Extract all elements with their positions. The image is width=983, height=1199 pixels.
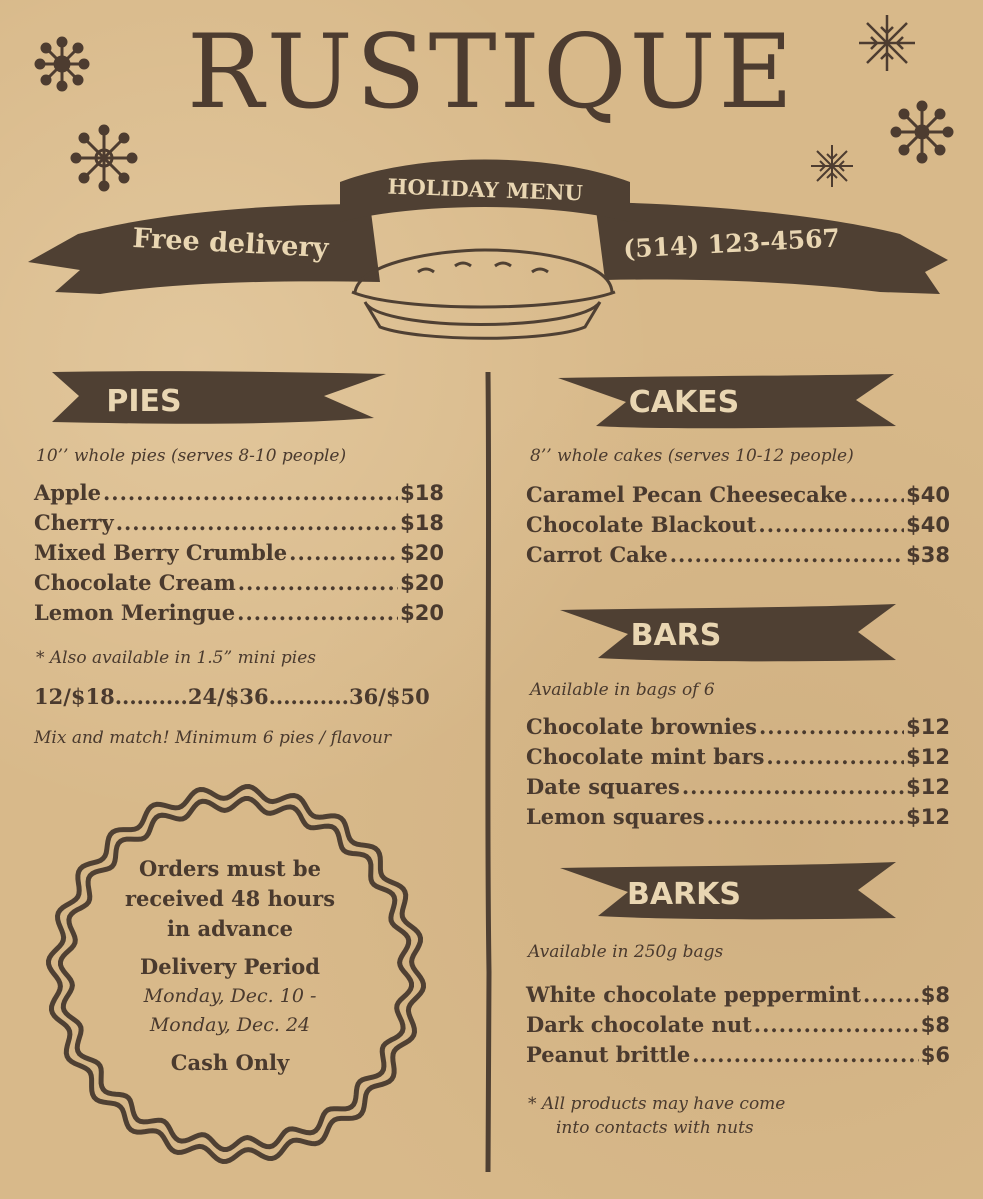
barks-menu-item — [526, 1040, 950, 1070]
item-price: $38 — [906, 543, 950, 567]
holiday-banner — [20, 142, 960, 352]
delivery-start: Monday, Dec. 10 - — [143, 985, 317, 1007]
bars-menu-item — [526, 742, 950, 772]
item-name: Carrot Cake — [526, 542, 668, 567]
bars-list — [526, 712, 950, 832]
pies-menu-item — [34, 538, 444, 568]
barks-menu-item — [526, 980, 950, 1010]
pies-heading — [44, 366, 388, 430]
pies-list — [34, 478, 444, 628]
item-price: $12 — [906, 715, 950, 739]
brand-title: RUSTIQUE — [186, 13, 796, 132]
cakes-note: 8’’ whole cakes (serves 10-12 people) — [530, 446, 854, 466]
svg-text:PIES: PIES — [106, 384, 182, 419]
item-price: $18 — [400, 481, 444, 505]
order-line-1: Orders must be — [139, 856, 321, 881]
barks-menu-item — [526, 1010, 950, 1040]
delivery-end: Monday, Dec. 24 — [149, 1014, 311, 1036]
dot-leader — [758, 510, 904, 540]
dot-leader — [670, 540, 904, 570]
pies-note: 10’’ whole pies (serves 8-10 people) — [36, 446, 347, 466]
bars-note: Available in bags of 6 — [530, 680, 715, 700]
pie-icon — [352, 250, 615, 338]
item-price: $6 — [920, 1043, 950, 1067]
nut-warning-line-2: into contacts with nuts — [556, 1118, 754, 1138]
item-price: $20 — [400, 541, 444, 565]
nut-warning-line-1: * All products may have come — [528, 1094, 786, 1114]
pies-menu-item — [34, 478, 444, 508]
item-price: $18 — [400, 511, 444, 535]
item-name: Chocolate brownies — [526, 714, 757, 739]
dot-leader — [692, 1040, 919, 1070]
dot-leader — [707, 802, 905, 832]
svg-text:BARS: BARS — [630, 618, 722, 653]
order-line-3: in advance — [166, 916, 294, 941]
dot-leader — [850, 480, 905, 510]
dot-leader — [766, 742, 904, 772]
item-name: Apple — [34, 480, 101, 505]
dot-leader — [238, 568, 398, 598]
item-name: Chocolate mint bars — [526, 744, 765, 769]
item-price: $40 — [906, 483, 950, 507]
item-name: Cherry — [34, 510, 114, 535]
dot-leader — [237, 598, 398, 628]
pies-menu-item — [34, 568, 444, 598]
item-price: $20 — [400, 571, 444, 595]
item-price: $12 — [906, 745, 950, 769]
cakes-menu-item — [526, 480, 950, 510]
dot-leader — [103, 478, 398, 508]
item-price: $12 — [906, 805, 950, 829]
pies-menu-item — [34, 598, 444, 628]
delivery-period-label: Delivery Period — [140, 954, 320, 979]
barks-heading — [558, 860, 900, 924]
mix-match-note: Mix and match! Minimum 6 pies / flavour — [34, 728, 392, 748]
item-name: Caramel Pecan Cheesecake — [526, 482, 848, 507]
barks-note: Available in 250g bags — [528, 942, 724, 962]
bars-menu-item — [526, 802, 950, 832]
cakes-menu-item — [526, 510, 950, 540]
dot-leader — [682, 772, 904, 802]
item-name: Lemon Meringue — [34, 600, 236, 625]
bars-heading — [558, 602, 900, 666]
mini-pie-prices: 12/$18..........24/$36...........36/$50 — [34, 684, 430, 709]
item-name: Chocolate Blackout — [526, 512, 757, 537]
free-delivery-text: Free delivery — [131, 222, 330, 265]
item-price: $12 — [906, 775, 950, 799]
mini-pies-note: * Also available in 1.5” mini pies — [36, 648, 317, 668]
item-price: $20 — [400, 601, 444, 625]
svg-text:BARKS: BARKS — [626, 877, 742, 912]
dot-leader — [754, 1010, 919, 1040]
dot-leader — [289, 538, 398, 568]
dot-leader — [116, 508, 398, 538]
item-name: Date squares — [526, 774, 680, 799]
item-price: $40 — [906, 513, 950, 537]
item-name: Chocolate Cream — [34, 570, 236, 595]
svg-text:CAKES: CAKES — [628, 385, 740, 420]
cakes-list — [526, 480, 950, 570]
order-info — [80, 854, 380, 1078]
bars-menu-item — [526, 712, 950, 742]
dot-leader — [863, 980, 919, 1010]
item-name: Lemon squares — [526, 804, 705, 829]
order-line-2: received 48 hours — [124, 886, 336, 911]
cakes-heading — [556, 370, 900, 434]
phone-number-text: (514) 123-4567 — [622, 223, 841, 264]
item-price: $8 — [920, 1013, 950, 1037]
dot-leader — [759, 712, 904, 742]
pies-menu-item — [34, 508, 444, 538]
banner-title: HOLIDAY MENU — [387, 173, 584, 206]
item-price: $8 — [920, 983, 950, 1007]
cakes-menu-item — [526, 540, 950, 570]
bars-menu-item — [526, 772, 950, 802]
column-divider — [482, 372, 494, 1172]
item-name: Mixed Berry Crumble — [34, 540, 288, 565]
item-name: Dark chocolate nut — [526, 1012, 752, 1037]
barks-list — [526, 980, 950, 1070]
item-name: White chocolate peppermint — [526, 982, 862, 1007]
item-name: Peanut brittle — [526, 1042, 691, 1067]
cash-only-label: Cash Only — [170, 1050, 290, 1075]
